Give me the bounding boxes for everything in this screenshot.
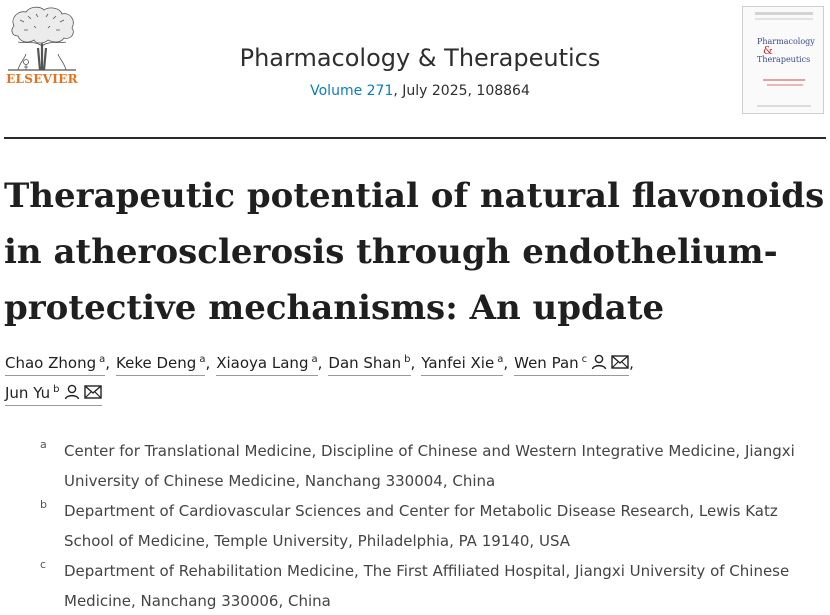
cover-decoration bbox=[763, 79, 805, 81]
author-name: Dan Shan bbox=[328, 354, 402, 372]
volume-line bbox=[150, 83, 690, 99]
author-name: Wen Pan bbox=[514, 354, 579, 372]
author-link[interactable] bbox=[5, 350, 105, 376]
author-name: Yanfei Xie bbox=[421, 354, 495, 372]
article-header bbox=[0, 0, 830, 138]
author-link[interactable] bbox=[421, 350, 503, 376]
affiliation-label: a bbox=[40, 438, 47, 451]
journal-title[interactable]: Pharmacology & Therapeutics bbox=[239, 44, 601, 72]
cover-decoration bbox=[767, 84, 803, 86]
affiliation-marker[interactable]: b bbox=[53, 384, 60, 395]
cover-decoration bbox=[755, 18, 813, 20]
author-separator: , bbox=[503, 354, 509, 372]
affiliation-item bbox=[40, 436, 830, 496]
affiliation-marker[interactable]: a bbox=[99, 354, 106, 365]
author-name: Jun Yu bbox=[5, 384, 51, 402]
affiliation-label: b bbox=[40, 498, 47, 511]
email-icon[interactable] bbox=[611, 354, 629, 370]
author-link[interactable] bbox=[5, 380, 102, 406]
person-icon[interactable] bbox=[64, 384, 80, 400]
author-separator: , bbox=[410, 354, 416, 372]
author-separator: , bbox=[105, 354, 111, 372]
cover-decoration bbox=[757, 105, 811, 107]
affiliation-text: Department of Rehabilitation Medicine, The First Affiliated Hospital, Jiangxi University of Chinese Medicine, Nanchang 330006, China bbox=[64, 562, 790, 610]
affiliation-marker[interactable]: a bbox=[497, 354, 504, 365]
email-icon[interactable] bbox=[84, 384, 102, 400]
author-link[interactable] bbox=[328, 350, 410, 376]
author-link[interactable] bbox=[216, 350, 317, 376]
cover-decoration bbox=[755, 12, 813, 15]
article-title: Therapeutic potential of natural flavonoids in atherosclerosis through endothelium-protective mechanisms: An update bbox=[4, 176, 825, 328]
affiliation-marker[interactable]: a bbox=[199, 354, 206, 365]
author-name: Xiaoya Lang bbox=[216, 354, 309, 372]
affiliation-marker[interactable]: b bbox=[404, 354, 411, 365]
cover-title-amp: & bbox=[763, 44, 773, 57]
author-link[interactable] bbox=[116, 350, 205, 376]
author-name: Keke Deng bbox=[116, 354, 197, 372]
affiliation-item bbox=[40, 496, 830, 556]
affiliation-text: Department of Cardiovascular Sciences and Center for Metabolic Disease Research, Lewis Katz School of Medicine, Temple University, Philadelphia, PA 19140, USA bbox=[64, 502, 778, 550]
affiliation-text: Center for Translational Medicine, Discipline of Chinese and Western Integrative Medicine, Jiangxi University of Chinese Medicine, Nanchang 330004, China bbox=[64, 442, 795, 490]
author-separator: , bbox=[317, 354, 323, 372]
affiliation-list bbox=[40, 436, 830, 615]
affiliation-marker[interactable]: c bbox=[581, 354, 588, 365]
header-divider bbox=[4, 137, 826, 139]
author-name: Chao Zhong bbox=[5, 354, 97, 372]
author-link[interactable] bbox=[514, 350, 629, 376]
volume-link[interactable]: Volume 271 bbox=[310, 83, 394, 99]
author-separator: , bbox=[205, 354, 211, 372]
publisher-name: ELSEVIER bbox=[6, 72, 78, 86]
author-separator: , bbox=[629, 354, 634, 372]
journal-cover-thumbnail[interactable] bbox=[742, 6, 824, 114]
elsevier-tree-icon bbox=[4, 4, 80, 74]
cover-title-line: Therapeutics bbox=[757, 55, 811, 64]
issue-info: , July 2025, 108864 bbox=[393, 83, 530, 99]
affiliation-label: c bbox=[40, 558, 47, 571]
cover-title bbox=[757, 37, 819, 64]
affiliation-marker[interactable]: a bbox=[311, 354, 318, 365]
cover-title-line: Pharmacology bbox=[757, 37, 815, 46]
affiliation-item bbox=[40, 556, 830, 615]
author-list bbox=[5, 348, 825, 408]
person-icon[interactable] bbox=[591, 354, 607, 370]
